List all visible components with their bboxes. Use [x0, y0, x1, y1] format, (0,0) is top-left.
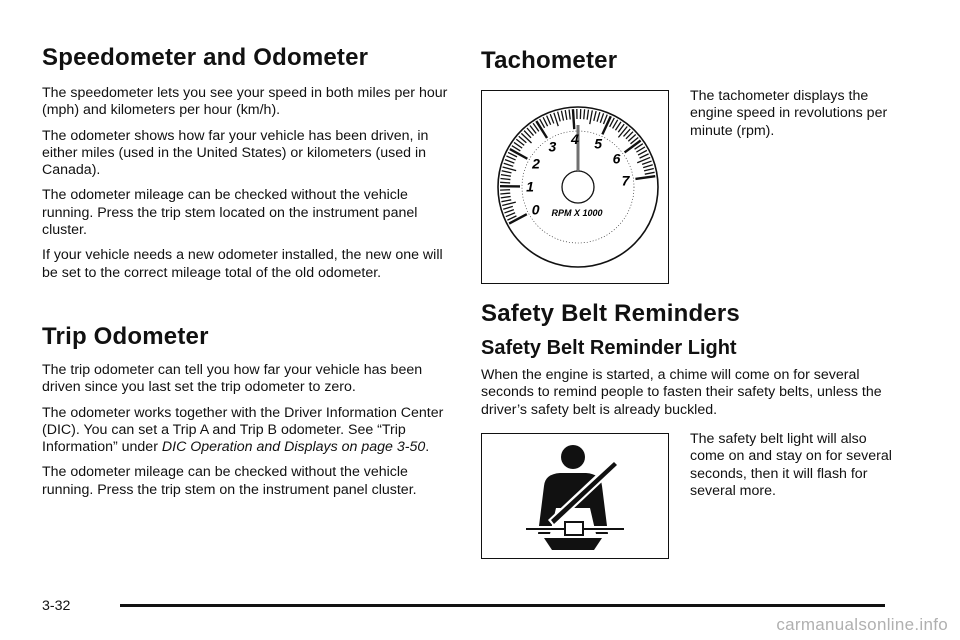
tachometer-number: 7	[621, 172, 630, 189]
tachometer-tick	[602, 116, 610, 134]
safety-belt-paragraph: When the engine is started, a chime will come on for several seconds to remind people to fasten their safety belts, unless the driver’s safety belt is already buckled.	[481, 367, 882, 418]
tachometer-tick	[502, 171, 512, 173]
safety-belt-reminders-heading: Safety Belt Reminders	[481, 300, 740, 327]
tachometer-heading: Tachometer	[481, 47, 618, 74]
tachometer-tick	[506, 156, 515, 160]
tachometer-tick	[500, 182, 510, 183]
speedometer-section	[42, 85, 454, 290]
tachometer-tick	[558, 112, 561, 122]
tachometer-description: The tachometer displays the engine speed in revolutions per minute (rpm).	[690, 88, 888, 139]
speedometer-paragraph-4: If your vehicle needs a new odometer installed, the new one will be set to the correct mileage total of the old odometer.	[42, 247, 443, 281]
tachometer-tick	[597, 112, 600, 122]
tachometer-tick	[500, 178, 510, 179]
tachometer-tick	[594, 111, 596, 121]
tachometer-tick	[645, 172, 655, 174]
tachometer-tick	[550, 114, 554, 123]
safety-belt-light-description: The safety belt light will also come on and stay on for several seconds, then it will flash for several more.	[690, 431, 892, 499]
tachometer-tick	[554, 113, 558, 126]
tachometer-tick	[505, 160, 514, 164]
tachometer-tick	[501, 175, 511, 177]
tachometer-tick	[501, 200, 511, 202]
tachometer-number: 4	[570, 131, 579, 148]
tachometer-number: 2	[532, 155, 540, 172]
tachometer-tick	[644, 169, 654, 171]
trip-odometer-heading: Trip Odometer	[42, 323, 209, 350]
tachometer-tick	[543, 117, 547, 126]
speedometer-paragraph-1: The speedometer lets you see your speed in both miles per hour (mph) and kilometers per hour (km/h).	[42, 85, 448, 119]
speedometer-paragraph-3: The odometer mileage can be checked without the vehicle running. Press the trip stem located on the instrument panel cluster.	[42, 187, 418, 239]
tachometer-tick	[502, 202, 516, 205]
tachometer-tick	[618, 127, 627, 138]
seatbelt-icon	[482, 434, 667, 557]
tachometer-tick	[569, 110, 570, 120]
tachometer-number: 1	[526, 178, 534, 195]
tachometer-tick	[635, 176, 655, 179]
tachometer-tick	[521, 133, 531, 143]
tachometer-number: 5	[594, 135, 603, 152]
speedometer-paragraph-2: The odometer shows how far your vehicle has been driven, in either miles (used in the United States) or kilometers (used in Canada).	[42, 127, 429, 179]
tachometer-tick	[565, 110, 567, 120]
trip-paragraph-2-text: The odometer works together with the Driver Information Center (DIC). You can set a Trip A and Trip B odometer. See “Trip Information” under	[42, 404, 444, 456]
tachometer-tick	[503, 206, 513, 209]
tachometer-numbers	[526, 131, 631, 217]
tachometer-tick	[501, 196, 511, 197]
watermark: carmanualsonline.info	[776, 615, 948, 634]
tachometer-tick	[642, 161, 651, 164]
tachometer-gauge-icon	[482, 91, 667, 282]
page-number: 3-32	[42, 598, 71, 614]
trip-paragraph-2	[42, 405, 454, 457]
dic-reference-link[interactable]: DIC Operation and Displays on page 3-50	[161, 439, 426, 456]
footer-rule	[120, 604, 885, 607]
trip-paragraph-3: The odometer mileage can be checked without the vehicle running. Press the trip stem on the instrument panel cluster.	[42, 464, 417, 498]
tachometer-tick	[640, 154, 649, 158]
tachometer-tick	[643, 165, 653, 168]
trip-paragraph-1: The trip odometer can tell you how far your vehicle has been driven since you last set the trip odometer to zero.	[42, 362, 423, 396]
tachometer-tick	[506, 213, 515, 217]
safety-belt-reminder-light-heading: Safety Belt Reminder Light	[481, 337, 737, 359]
tachometer-tick	[584, 109, 585, 119]
tachometer-tick	[590, 110, 593, 124]
tachometer-tick	[504, 163, 514, 166]
tachometer-tick	[561, 111, 563, 121]
tachometer-number: 0	[531, 201, 540, 218]
tachometer-tick	[504, 210, 513, 213]
safety-belt-figure	[481, 433, 669, 559]
tachometer-tick	[573, 109, 574, 129]
tachometer-figure	[481, 90, 669, 284]
trip-odometer-section	[42, 362, 454, 507]
tachometer-tick	[500, 193, 510, 194]
tachometer-unit-label: RPM X 1000	[551, 208, 603, 218]
tachometer-tick	[587, 110, 588, 120]
tachometer-number: 6	[612, 150, 621, 167]
tachometer-tick	[547, 116, 551, 125]
tachometer-tick	[509, 214, 527, 223]
tachometer-hub	[562, 171, 594, 203]
tachometer-tick	[600, 113, 603, 122]
speedometer-heading: Speedometer and Odometer	[42, 44, 369, 71]
tachometer-number: 3	[548, 138, 557, 155]
trip-paragraph-2-end: .	[425, 439, 430, 456]
tachometer-tick	[503, 167, 517, 171]
